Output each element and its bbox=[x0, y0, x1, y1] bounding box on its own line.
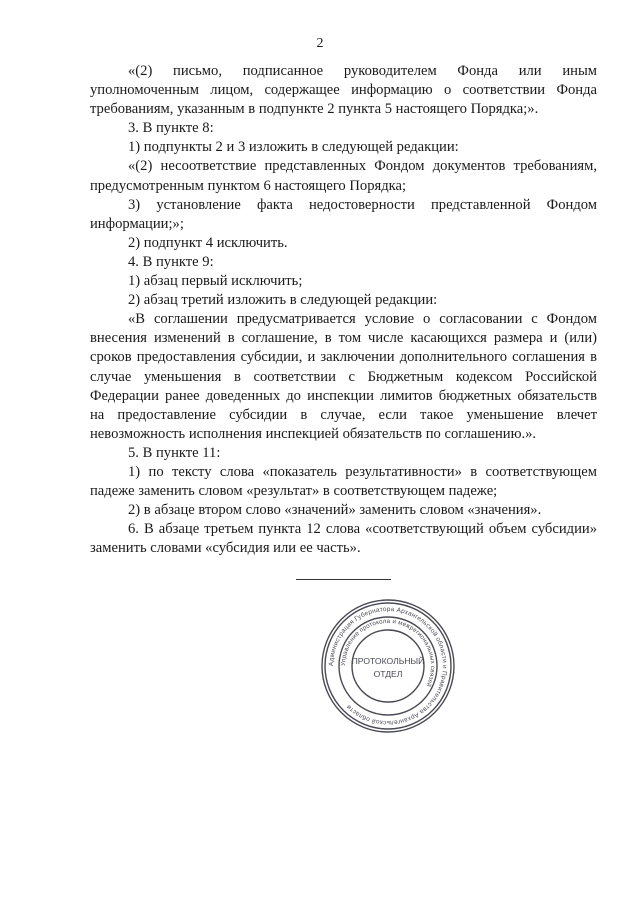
paragraph: 5. В пункте 11: bbox=[128, 444, 221, 461]
divider-line bbox=[296, 579, 391, 580]
stamp-inner-ring bbox=[352, 630, 424, 702]
stamp-inner-text: Управление протокола и межрегиональных связей bbox=[339, 617, 437, 688]
stamp-center-line1: ПРОТОКОЛЬНЫЙ bbox=[351, 656, 425, 666]
paragraph: 2) подпункт 4 исключить. bbox=[128, 234, 288, 251]
stamp-center-line2: ОТДЕЛ bbox=[373, 669, 403, 679]
paragraph: 3. В пункте 8: bbox=[128, 120, 214, 137]
paragraph: 2) в абзаце втором слово «значений» заменить словом «значения». bbox=[128, 502, 542, 519]
paragraph: 6. В абзаце третьем пункта 12 слова «соответствующий объем субсидии» заменить словами «субсидия или ее часть». bbox=[90, 521, 597, 557]
paragraph: 4. В пункте 9: bbox=[128, 253, 214, 270]
paragraph: 3) установление факта недостоверности представленной Фондом информации;»; bbox=[90, 196, 597, 232]
paragraph: «В соглашении предусматривается условие о согласовании с Фондом внесения изменений в соглашение, в том числе касающихся размера и (или) сроков предоставления субсидии, и заключении дополнительного соглашения в случае уменьшения в соответствии с Бюджетным кодексом Российской Федерации ранее доведенных до инспекции лимитов бюджетных обязательств на предоставление субсидии в случае, если такое уменьшение влечет невозможность исполнения инспекцией обязательств по соглашению.». bbox=[90, 311, 597, 442]
stamp-outer-text: Администрация Губернатора Архангельской области и Правительства Архангельской области bbox=[327, 605, 449, 727]
official-stamp bbox=[318, 596, 458, 736]
document-body bbox=[90, 62, 597, 558]
paragraph: «(2) несоответствие представленных Фондом документов требованиям, предусмотренным пунктом 6 настоящего Порядка; bbox=[90, 158, 597, 194]
page-number: 2 bbox=[316, 36, 324, 51]
paragraph: 1) по тексту слова «показатель результативности» в соответствующем падеже заменить словом «результат» в соответствующем падеже; bbox=[90, 463, 597, 500]
paragraph: «(2) письмо, подписанное руководителем Фонда или иным уполномоченным лицом, содержащее информацию о соответствии Фонда требованиям, указанным в подпункте 2 пункта 5 настоящего Порядка;». bbox=[90, 63, 597, 118]
paragraph: 1) абзац первый исключить; bbox=[128, 273, 303, 290]
paragraph: 1) подпункты 2 и 3 изложить в следующей редакции: bbox=[128, 139, 459, 156]
paragraph: 2) абзац третий изложить в следующей редакции: bbox=[128, 292, 438, 309]
stamp-middle-ring bbox=[339, 617, 437, 715]
